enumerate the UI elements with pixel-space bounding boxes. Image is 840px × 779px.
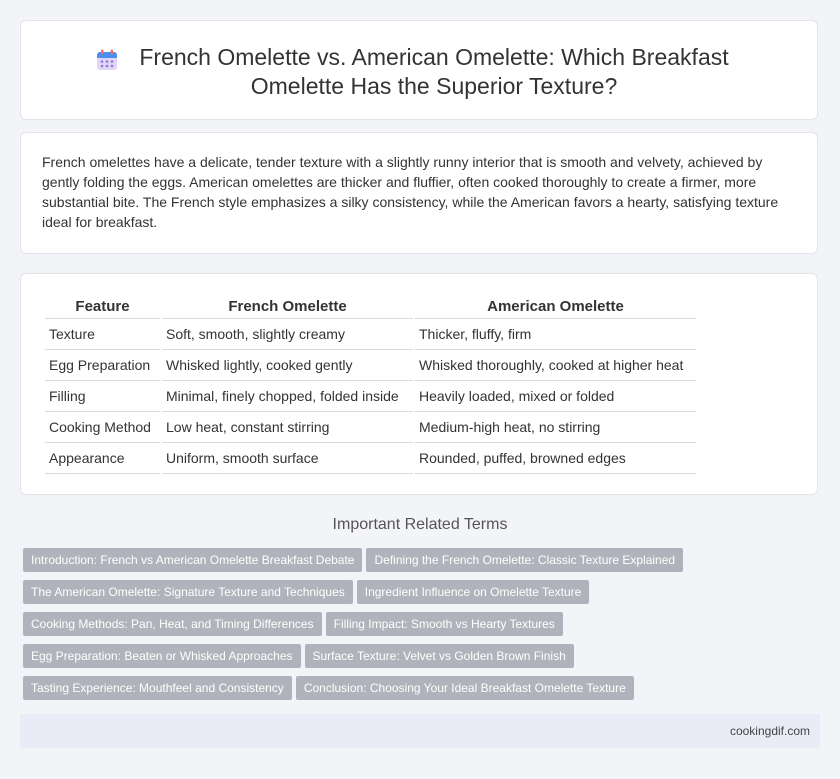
summary-card bbox=[20, 132, 818, 254]
related-terms-heading: Important Related Terms bbox=[332, 516, 508, 533]
header-feature: Feature bbox=[45, 295, 160, 319]
header-french: French Omelette bbox=[162, 295, 413, 319]
cell-american: Medium-high heat, no stirring bbox=[415, 412, 696, 443]
cell-american: Thicker, fluffy, firm bbox=[415, 319, 696, 350]
page-title: French Omelette vs. American Omelette: Which Breakfast Omelette Has the Superior Texture? bbox=[139, 44, 729, 99]
table-row bbox=[45, 412, 696, 443]
related-terms-list bbox=[23, 548, 723, 708]
related-term-tag[interactable]: Conclusion: Choosing Your Ideal Breakfast Omelette Texture bbox=[296, 676, 634, 700]
summary-text: French omelettes have a delicate, tender texture with a slightly runny interior that is smooth and velvety, achieved by gently folding the eggs. American omelettes are thicker and fluffier, often cooked thoroughly to create a firmer, more substantial bite. The French style emphasizes a silky consistency, while the American favors a hearty, satisfying texture ideal for breakfast. bbox=[42, 154, 779, 230]
table-header-row bbox=[45, 295, 696, 319]
table-row bbox=[45, 350, 696, 381]
table-row bbox=[45, 443, 696, 474]
title-card bbox=[20, 20, 818, 120]
cell-french: Uniform, smooth surface bbox=[162, 443, 413, 474]
table-row bbox=[45, 381, 696, 412]
related-term-tag[interactable]: Cooking Methods: Pan, Heat, and Timing Differences bbox=[23, 612, 322, 636]
cell-american: Heavily loaded, mixed or folded bbox=[415, 381, 696, 412]
table-row bbox=[45, 319, 696, 350]
cell-feature: Filling bbox=[45, 381, 160, 412]
related-term-tag[interactable]: Tasting Experience: Mouthfeel and Consistency bbox=[23, 676, 292, 700]
cell-american: Rounded, puffed, browned edges bbox=[415, 443, 696, 474]
header-american: American Omelette bbox=[415, 295, 696, 319]
comparison-table bbox=[43, 295, 698, 474]
cell-french: Minimal, finely chopped, folded inside bbox=[162, 381, 413, 412]
cell-french: Whisked lightly, cooked gently bbox=[162, 350, 413, 381]
cell-french: Low heat, constant stirring bbox=[162, 412, 413, 443]
related-term-tag[interactable]: Introduction: French vs American Omelette Breakfast Debate bbox=[23, 548, 362, 572]
related-term-tag[interactable]: Surface Texture: Velvet vs Golden Brown Finish bbox=[305, 644, 574, 668]
cell-feature: Appearance bbox=[45, 443, 160, 474]
cell-feature: Cooking Method bbox=[45, 412, 160, 443]
footer-site-link[interactable]: cookingdif.com bbox=[729, 724, 810, 738]
cell-french: Soft, smooth, slightly creamy bbox=[162, 319, 413, 350]
related-term-tag[interactable]: Ingredient Influence on Omelette Texture bbox=[357, 580, 590, 604]
comparison-table-card bbox=[20, 273, 818, 495]
related-term-tag[interactable]: The American Omelette: Signature Texture and Techniques bbox=[23, 580, 353, 604]
related-term-tag[interactable]: Defining the French Omelette: Classic Texture Explained bbox=[366, 548, 683, 572]
related-term-tag[interactable]: Filling Impact: Smooth vs Hearty Textures bbox=[326, 612, 563, 636]
cell-feature: Texture bbox=[45, 319, 160, 350]
cell-american: Whisked thoroughly, cooked at higher heat bbox=[415, 350, 696, 381]
related-term-tag[interactable]: Egg Preparation: Beaten or Whisked Approaches bbox=[23, 644, 301, 668]
footer bbox=[20, 714, 820, 748]
cell-feature: Egg Preparation bbox=[45, 350, 160, 381]
